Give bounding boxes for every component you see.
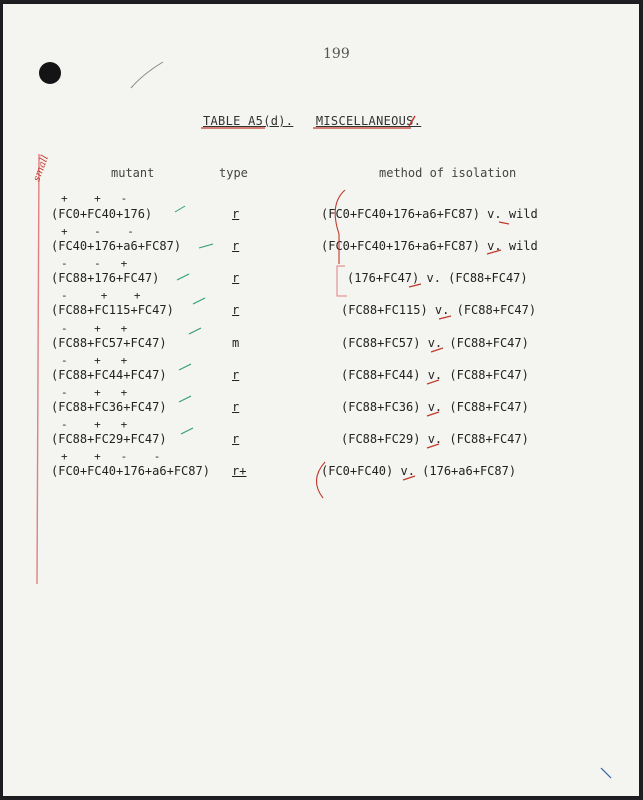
row-method: (FC0+FC40+176+a6+FC87) v. wild [321,239,538,253]
row-type: m [232,336,240,350]
green-tick [179,396,191,402]
green-tick [199,244,213,248]
header-method: method of isolation [379,166,517,180]
table-label: TABLE A5(d). [203,114,294,128]
red-bracket [337,266,347,296]
green-tick [189,328,201,334]
red-tick [499,222,509,224]
red-tick [403,476,415,480]
row-signs: - + + [61,289,141,302]
red-margin-line [37,154,39,584]
green-tick [175,206,185,212]
row-mutant: (FC0+FC40+176+a6+FC87) [51,464,210,478]
header-mutant: mutant [111,166,155,180]
row-signs: + + - [61,192,128,205]
row-type: r [232,207,240,221]
row-type: r+ [232,464,247,478]
row-mutant: (FC88+FC44+FC47) [51,368,167,382]
row-mutant: (FC40+176+a6+FC87) [51,239,182,253]
red-bracket [335,190,345,264]
row-method: (FC0+FC40) v. (176+a6+FC87) [321,464,517,478]
section-title: MISCELLANEOUS. [315,114,422,128]
row-method: (FC88+FC115) v. (FC88+FC47) [341,303,537,317]
margin-note-small [31,154,51,183]
row-mutant: (FC88+FC57+FC47) [51,336,167,350]
red-tick [409,284,421,287]
row-mutant: (FC88+FC29+FC47) [51,432,167,446]
row-type: r [232,432,240,446]
row-method: (FC88+FC29) v. (FC88+FC47) [341,432,529,446]
row-signs: + + - - [61,450,161,463]
red-tick [427,412,439,416]
green-tick [193,298,205,304]
row-signs: - + + [61,386,128,399]
row-signs: - - + [61,257,128,270]
pencil-check-mark [131,62,163,88]
row-type: r [232,239,240,253]
row-type: r [232,368,240,382]
row-mutant: (FC0+FC40+176) [51,207,153,221]
red-tick [427,444,439,448]
row-mutant: (FC88+FC36+FC47) [51,400,167,414]
red-tick [487,250,501,254]
red-tick [427,380,439,384]
row-signs: - + + [61,354,128,367]
row-method: (176+FC47) v. (FC88+FC47) [347,271,528,285]
row-type: r [232,303,240,317]
row-signs: - + + [61,418,128,431]
row-method: (FC88+FC44) v. (FC88+FC47) [341,368,529,382]
page-number: 199 [323,46,350,62]
red-tick [439,316,451,319]
green-tick [177,274,189,280]
row-method: (FC88+FC57) v. (FC88+FC47) [341,336,529,350]
row-mutant: (FC88+FC115+FC47) [51,303,174,317]
green-tick [181,428,193,434]
red-tick [431,348,443,352]
row-type: r [232,400,240,414]
row-type: r [232,271,240,285]
header-type: type [219,166,248,180]
annotation-layer [3,4,639,796]
row-method: (FC88+FC36) v. (FC88+FC47) [341,400,529,414]
red-bracket [316,462,325,498]
red-mark [409,116,415,126]
row-method: (FC0+FC40+176+a6+FC87) v. wild [321,207,538,221]
row-signs: + - - [61,225,134,238]
document-page [3,4,639,796]
margin-note-text: small [31,153,52,184]
blue-mark [601,768,611,778]
row-signs: - + + [61,322,128,335]
green-tick [179,364,191,370]
row-mutant: (FC88+176+FC47) [51,271,160,285]
